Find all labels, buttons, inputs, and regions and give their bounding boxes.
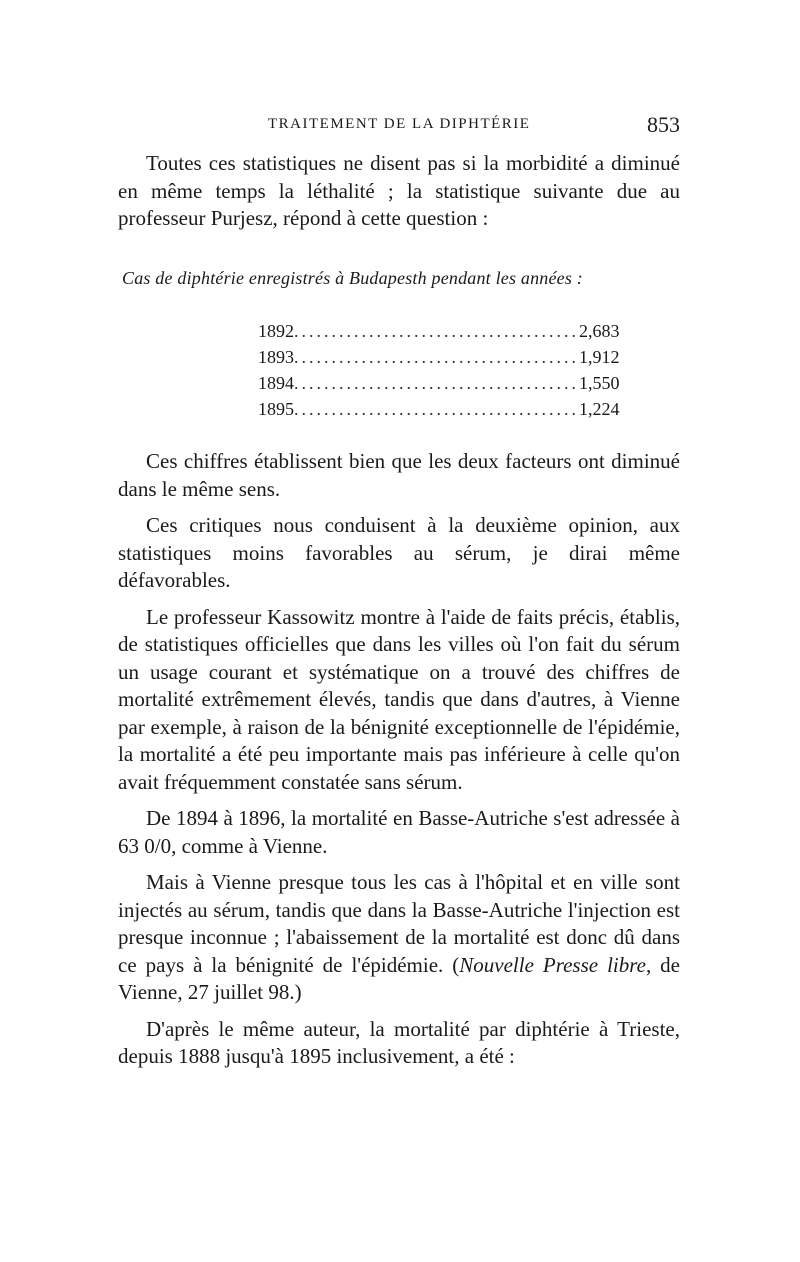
table-row xyxy=(258,370,620,396)
row-value: 1,224 xyxy=(579,399,620,419)
paragraph-1: Ces chiffres établissent bien que les deux facteurs ont diminué dans le même sens. xyxy=(118,449,680,501)
paragraph-5-tail: , de Vienne, 27 juillet 98.) xyxy=(118,952,681,1004)
row-value: 1,912 xyxy=(579,347,620,367)
row-value: 1,550 xyxy=(579,373,620,393)
dot-leader: ...................................... xyxy=(294,347,579,367)
row-year: 1894 xyxy=(258,373,294,393)
paragraph-3: Le professeur Kassowitz montre à l'aide de faits précis, établis, de statistiques officielles que dans les villes où l'on fait du sérum un usage courant et systématique on a trouvé des chiffres de mortalité extrêmement élevés, tandis que dans d'autres, à Vienne par exemple, à raison de la bénignité exceptionnelle de l'épidémie, la mortalité a été peu importante mais pas inférieure à celle qu'on avait fréquemment constatée sans sérum. xyxy=(118,604,680,794)
body-text xyxy=(118,448,680,1080)
table-row xyxy=(258,396,620,422)
table-row xyxy=(258,318,620,344)
row-year: 1893 xyxy=(258,347,294,367)
paragraph-2: Ces critiques nous conduisent à la deuxième opinion, aux statistiques moins favorables au sérum, je dirai même défavorables. xyxy=(118,513,680,592)
row-year: 1895 xyxy=(258,399,294,419)
source-citation: Nouvelle Presse libre xyxy=(459,952,646,977)
dot-leader: ...................................... xyxy=(294,321,579,341)
table-row xyxy=(258,344,620,370)
intro-block xyxy=(118,150,680,242)
paragraph-5-main: Mais à Vienne presque tous les cas à l'hôpital et en ville sont injectés au sérum, tandis que dans la Basse-Autriche l'injection est presque inconnue ; l'abaissement de la mortalité est donc dû dans ce pays à la bénignité de l'épidémie. ( xyxy=(118,870,680,977)
stats-table xyxy=(258,318,620,422)
table-caption: Cas de diphtérie enregistrés à Budapesth pendant les années : xyxy=(122,268,583,288)
running-title: TRAITEMENT DE LA DIPHTÉRIE xyxy=(268,116,531,132)
paragraph-4: De 1894 à 1896, la mortalité en Basse-Autriche s'est adressée à 63 0/0, comme à Vienne. xyxy=(118,806,680,858)
running-head xyxy=(118,112,680,142)
intro-paragraph: Toutes ces statistiques ne disent pas si la morbidité a diminué en même temps la léthalité ; la statistique suivante due au professeur Purjesz, répond à cette question : xyxy=(118,151,680,230)
paragraph-5 xyxy=(118,869,680,1007)
page-number: 853 xyxy=(647,112,680,137)
dot-leader: ...................................... xyxy=(294,399,579,419)
row-year: 1892 xyxy=(258,321,294,341)
row-value: 2,683 xyxy=(579,321,620,341)
paragraph-6: D'après le même auteur, la mortalité par diphtérie à Trieste, depuis 1888 jusqu'à 1895 inclusivement, a été : xyxy=(118,1016,680,1068)
dot-leader: ...................................... xyxy=(294,373,579,393)
